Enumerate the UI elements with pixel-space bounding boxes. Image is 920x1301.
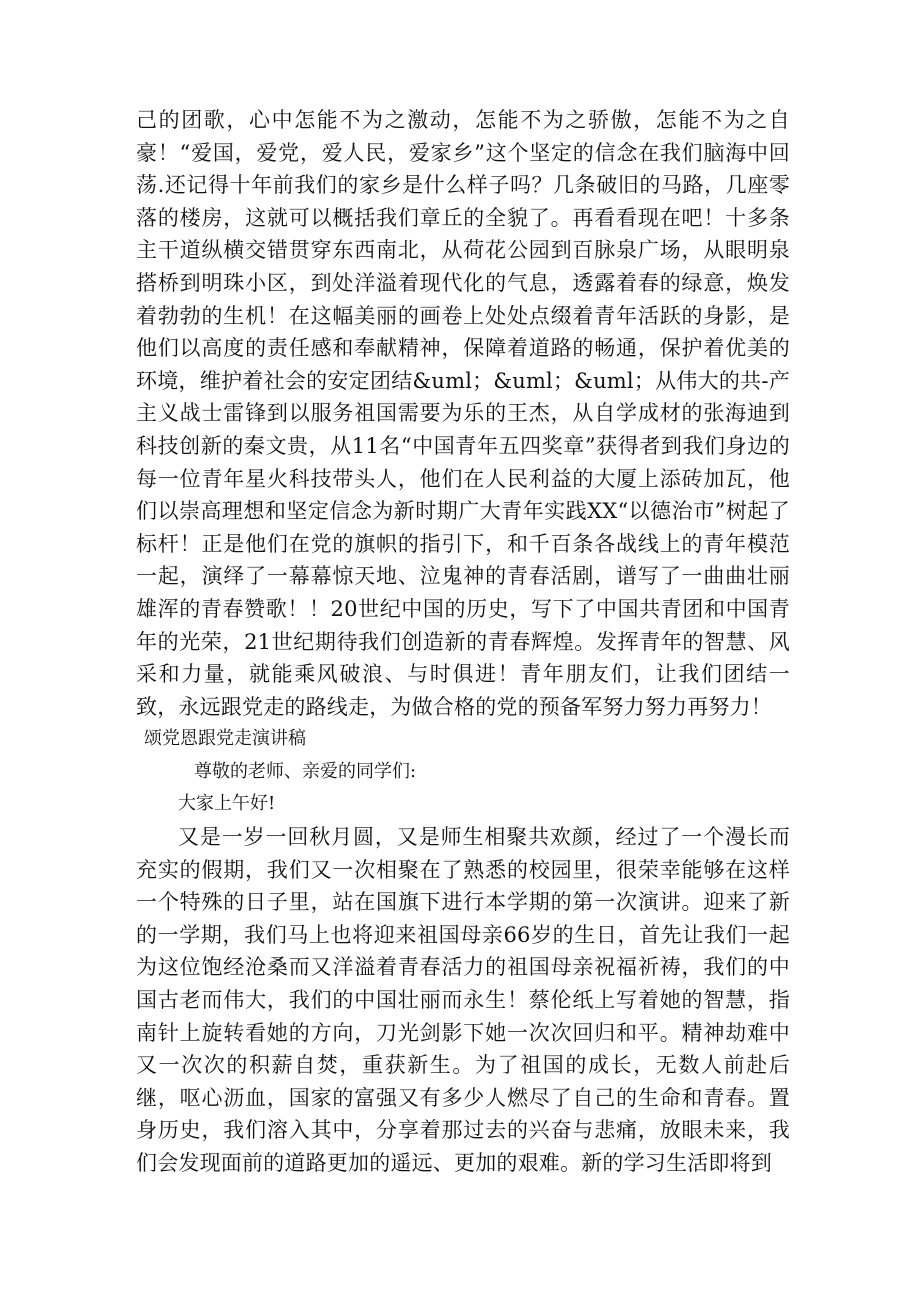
document-body [136,104,790,1180]
greeting-line: 大家上午好! [178,793,276,815]
body-paragraph-2: 又是一岁一回秋月圆，又是师生相聚共欢颜，经过了一个漫长而充实的假期，我们又一次相聚在了熟悉的校园里，很荣幸能够在这样一个特殊的日子里，站在国旗下进行本学期的第一次演讲。迎来了新的一学期，我们马上也将迎来祖国母亲66岁的生日，首先让我们一起为这位饱经沧桑而又洋溢着青春活力的祖国母亲祝福祈祷，我们的中国古老而伟大，我们的中国壮丽而永生！蔡伦纸上写着她的智慧，指南针上旋转看她的方向，刀光剑影下她一次次回归和平。精神劫难中又一次次的积薪自焚，重获新生。为了祖国的成长，无数人前赴后继，呕心沥血，国家的富强又有多少人燃尽了自己的生命和青春。置身历史，我们溶入其中，分享着那过去的兴奋与悲痛，放眼未来，我们会发现面前的道路更加的遥远、更加的艰难。新的学习生活即将到 [136,825,790,1175]
speech-title: 颂党恩跟党走演讲稿 [144,728,306,750]
salutation-line: 尊敬的老师、亲爱的同学们: [194,760,417,782]
body-paragraph-1: 己的团歌，心中怎能不为之激动，怎能不为之骄傲，怎能不为之自豪！“爱国，爱党，爱人民，爱家乡”这个坚定的信念在我们脑海中回荡.还记得十年前我们的家乡是什么样子吗？几条破旧的马路，几座零落的楼房，这就可以概括我们章丘的全貌了。再看看现在吧！十多条主干道纵横交错贯穿东西南北，从荷花公园到百脉泉广场，从眼明泉搭桥到明珠小区，到处洋溢着现代化的气息，透露着春的绿意，焕发着勃勃的生机！在这幅美丽的画卷上处处点缀着青年活跃的身影，是他们以高度的责任感和奉献精神，保障着道路的畅通，保护着优美的环境，维护着社会的安定团结&uml；&uml；&uml；从伟大的共-产主义战士雷锋到以服务祖国需要为乐的王杰，从自学成材的张海迪到科技创新的秦文贵，从11名“中国青年五四奖章”获得者到我们身边的每一位青年星火科技带头人，他们在人民利益的大厦上添砖加瓦，他们以崇高理想和坚定信念为新时期广大青年实践XX“以德治市”树起了标杆！正是他们在党的旗帜的指引下，和千百条各战线上的青年模范一起，演绎了一幕幕惊天地、泣鬼神的青春活剧，谱写了一曲曲壮丽雄浑的青春赞歌！！20世纪中国的历史，写下了中国共青团和中国青年的光荣，21世纪期待我们创造新的青春辉煌。发挥青年的智慧、风采和力量，就能乘风破浪、与时俱进！青年朋友们，让我们团结一致，永远跟党走的路线走，为做合格的党的预备军努力努力再努力！ [136,108,790,719]
